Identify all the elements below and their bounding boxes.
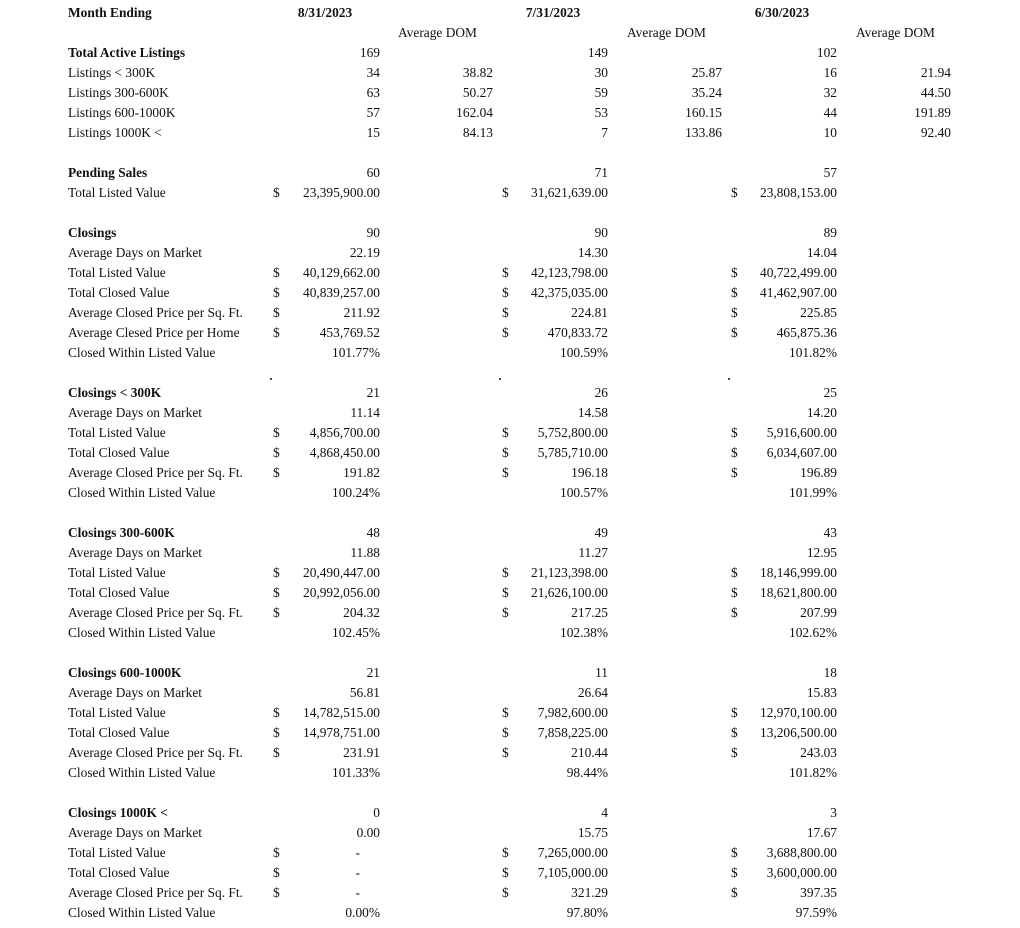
row-value: 101.99%	[789, 485, 837, 500]
currency-sign: $	[502, 325, 509, 340]
row-value: 23,395,900.00	[303, 185, 380, 200]
currency-sign: $	[273, 605, 280, 620]
row-value: 97.59%	[795, 905, 837, 920]
row-value: 15.83	[806, 685, 837, 700]
currency-sign: $	[502, 265, 509, 280]
listing-count: 63	[366, 85, 380, 100]
row-value: 102.38%	[560, 625, 608, 640]
row-value: 101.77%	[332, 345, 380, 360]
row-value: 23,808,153.00	[760, 185, 837, 200]
currency-sign: $	[731, 305, 738, 320]
currency-sign: $	[273, 705, 280, 720]
row-value: 224.81	[571, 305, 608, 320]
active-listings-total: 102	[816, 45, 837, 60]
closings-count: 25	[823, 385, 837, 400]
row-value: 7,982,600.00	[537, 705, 608, 720]
average-dom-value: 191.89	[914, 105, 951, 120]
row-label: Average Closed Price per Sq. Ft.	[68, 465, 243, 480]
row-value: 14.30	[577, 245, 608, 260]
separator-tick	[270, 378, 272, 380]
pending-total: 57	[823, 165, 837, 180]
row-value: 231.91	[343, 745, 380, 760]
row-value: 18,146,999.00	[760, 565, 837, 580]
row-value: 207.99	[800, 605, 837, 620]
currency-sign: $	[273, 325, 280, 340]
row-value: 56.81	[349, 685, 380, 700]
currency-sign: $	[502, 605, 509, 620]
row-value: 22.19	[349, 245, 380, 260]
row-value: 5,785,710.00	[537, 445, 608, 460]
row-value: 14,978,751.00	[303, 725, 380, 740]
row-value: 7,858,225.00	[537, 725, 608, 740]
row-label: Average Clesed Price per Home	[68, 325, 240, 340]
row-value: 100.57%	[560, 485, 608, 500]
currency-sign: $	[731, 705, 738, 720]
period-header-1: 8/31/2023	[297, 5, 353, 20]
currency-sign: $	[502, 445, 509, 460]
currency-sign: $	[731, 565, 738, 580]
row-value: 101.33%	[332, 765, 380, 780]
row-label: Closed Within Listed Value	[68, 765, 216, 780]
section-title-pending-sales: Pending Sales	[68, 165, 148, 180]
row-value: -	[355, 865, 360, 880]
row-value: 465,875.36	[776, 325, 837, 340]
row-value: 3,688,800.00	[766, 845, 837, 860]
row-value: 26.64	[577, 685, 608, 700]
currency-sign: $	[731, 745, 738, 760]
row-value: 100.59%	[560, 345, 608, 360]
row-value: 17.67	[806, 825, 837, 840]
closings-count: 18	[823, 665, 837, 680]
row-value: 0.00	[356, 825, 380, 840]
listing-count: 59	[594, 85, 608, 100]
currency-sign: $	[731, 885, 738, 900]
listing-count: 53	[594, 105, 608, 120]
row-value: 211.92	[343, 305, 380, 320]
currency-sign: $	[502, 705, 509, 720]
row-label: Total Listed Value	[68, 705, 166, 720]
row-value: 102.62%	[789, 625, 837, 640]
row-value: 15.75	[577, 825, 608, 840]
currency-sign: $	[502, 845, 509, 860]
row-value: 191.82	[343, 465, 380, 480]
row-value: 14.20	[806, 405, 837, 420]
section-title-closings: Closings < 300K	[68, 385, 162, 400]
row-value: -	[355, 845, 360, 860]
currency-sign: $	[273, 425, 280, 440]
dom-header-3: Average DOM	[856, 25, 935, 40]
currency-sign: $	[273, 745, 280, 760]
row-label: Total Closed Value	[68, 725, 170, 740]
row-value: 470,833.72	[547, 325, 608, 340]
row-value: 204.32	[343, 605, 380, 620]
row-value: 7,265,000.00	[537, 845, 608, 860]
currency-sign: $	[273, 885, 280, 900]
row-label: Listings 300-600K	[68, 85, 169, 100]
currency-sign: $	[273, 565, 280, 580]
currency-sign: $	[502, 885, 509, 900]
currency-sign: $	[273, 305, 280, 320]
row-value: 3,600,000.00	[766, 865, 837, 880]
row-label: Average Days on Market	[68, 245, 202, 260]
row-value: 225.85	[800, 305, 837, 320]
currency-sign: $	[502, 725, 509, 740]
separator-tick	[728, 378, 730, 380]
row-value: 4,868,450.00	[309, 445, 380, 460]
average-dom-value: 21.94	[920, 65, 951, 80]
closings-count: 90	[366, 225, 380, 240]
row-label: Closed Within Listed Value	[68, 485, 216, 500]
currency-sign: $	[502, 465, 509, 480]
currency-sign: $	[731, 725, 738, 740]
listing-count: 34	[366, 65, 380, 80]
currency-sign: $	[731, 285, 738, 300]
row-label: Total Closed Value	[68, 445, 170, 460]
row-value: 14,782,515.00	[303, 705, 380, 720]
row-value: 18,621,800.00	[760, 585, 837, 600]
closings-count: 21	[366, 665, 380, 680]
currency-sign: $	[502, 185, 509, 200]
row-value: 5,752,800.00	[537, 425, 608, 440]
row-value: 196.18	[571, 465, 608, 480]
currency-sign: $	[273, 185, 280, 200]
row-value: 321.29	[571, 885, 608, 900]
average-dom-value: 35.24	[691, 85, 722, 100]
row-value: 453,769.52	[319, 325, 380, 340]
row-value: 97.80%	[566, 905, 608, 920]
row-value: 40,722,499.00	[760, 265, 837, 280]
row-label: Total Listed Value	[68, 425, 166, 440]
closings-count: 89	[823, 225, 837, 240]
row-label: Average Closed Price per Sq. Ft.	[68, 885, 243, 900]
row-value: 0.00%	[345, 905, 380, 920]
closings-count: 0	[373, 805, 380, 820]
row-label: Average Days on Market	[68, 545, 202, 560]
row-label: Average Closed Price per Sq. Ft.	[68, 305, 243, 320]
row-value: 21,123,398.00	[531, 565, 608, 580]
row-value: 11.27	[578, 545, 608, 560]
row-value: 210.44	[571, 745, 608, 760]
month-ending-label: Month Ending	[68, 5, 152, 20]
row-value: 14.58	[577, 405, 608, 420]
currency-sign: $	[731, 465, 738, 480]
average-dom-value: 160.15	[685, 105, 722, 120]
row-value: 101.82%	[789, 765, 837, 780]
row-label: Average Closed Price per Sq. Ft.	[68, 745, 243, 760]
row-value: 12,970,100.00	[760, 705, 837, 720]
section-title-active-listings: Total Active Listings	[68, 45, 186, 60]
row-label: Listings 600-1000K	[68, 105, 176, 120]
row-value: 217.25	[571, 605, 608, 620]
listing-count: 30	[594, 65, 608, 80]
average-dom-value: 50.27	[462, 85, 493, 100]
currency-sign: $	[731, 265, 738, 280]
row-value: 397.35	[800, 885, 837, 900]
section-title-closings: Closings 300-600K	[68, 525, 175, 540]
row-label: Closed Within Listed Value	[68, 905, 216, 920]
listing-count: 32	[823, 85, 837, 100]
closings-count: 3	[830, 805, 837, 820]
currency-sign: $	[502, 745, 509, 760]
row-value: 40,839,257.00	[303, 285, 380, 300]
average-dom-value: 44.50	[920, 85, 951, 100]
row-value: 11.88	[350, 545, 380, 560]
row-value: 4,856,700.00	[309, 425, 380, 440]
listing-count: 44	[823, 105, 837, 120]
listing-count: 15	[366, 125, 380, 140]
row-label: Total Closed Value	[68, 865, 170, 880]
currency-sign: $	[273, 465, 280, 480]
row-label: Average Days on Market	[68, 825, 202, 840]
row-value: 98.44%	[566, 765, 608, 780]
average-dom-value: 25.87	[691, 65, 722, 80]
listing-count: 57	[366, 105, 380, 120]
period-header-2: 7/31/2023	[525, 5, 581, 20]
row-label: Total Listed Value	[68, 845, 166, 860]
closings-count: 11	[595, 665, 608, 680]
row-label: Total Closed Value	[68, 285, 170, 300]
currency-sign: $	[731, 865, 738, 880]
row-value: 11.14	[350, 405, 380, 420]
closings-count: 43	[823, 525, 837, 540]
listing-count: 16	[823, 65, 837, 80]
row-value: 13,206,500.00	[760, 725, 837, 740]
separator-tick	[499, 378, 501, 380]
currency-sign: $	[273, 445, 280, 460]
currency-sign: $	[273, 845, 280, 860]
closings-count: 4	[601, 805, 608, 820]
currency-sign: $	[502, 425, 509, 440]
dom-header-1: Average DOM	[398, 25, 477, 40]
currency-sign: $	[273, 585, 280, 600]
row-value: 6,034,607.00	[766, 445, 837, 460]
dom-header-2: Average DOM	[627, 25, 706, 40]
row-label: Closed Within Listed Value	[68, 625, 216, 640]
currency-sign: $	[273, 285, 280, 300]
currency-sign: $	[731, 585, 738, 600]
row-value: 31,621,639.00	[531, 185, 608, 200]
pending-total: 60	[366, 165, 380, 180]
currency-sign: $	[273, 865, 280, 880]
row-value: 21,626,100.00	[531, 585, 608, 600]
closings-count: 21	[366, 385, 380, 400]
row-value: 40,129,662.00	[303, 265, 380, 280]
row-label: Total Listed Value	[68, 565, 166, 580]
row-value: 7,105,000.00	[537, 865, 608, 880]
row-value: 100.24%	[332, 485, 380, 500]
currency-sign: $	[731, 605, 738, 620]
listing-count: 10	[823, 125, 837, 140]
active-listings-total: 149	[587, 45, 608, 60]
currency-sign: $	[502, 285, 509, 300]
closings-count: 48	[366, 525, 380, 540]
currency-sign: $	[502, 585, 509, 600]
closings-count: 90	[594, 225, 608, 240]
row-value: 196.89	[800, 465, 837, 480]
row-label: Average Closed Price per Sq. Ft.	[68, 605, 243, 620]
currency-sign: $	[731, 445, 738, 460]
row-label: Total Listed Value	[68, 185, 166, 200]
currency-sign: $	[502, 305, 509, 320]
currency-sign: $	[273, 725, 280, 740]
section-title-closings: Closings	[68, 225, 117, 240]
row-value: 243.03	[800, 745, 837, 760]
average-dom-value: 162.04	[456, 105, 493, 120]
row-value: 5,916,600.00	[766, 425, 837, 440]
row-label: Total Closed Value	[68, 585, 170, 600]
row-label: Average Days on Market	[68, 685, 202, 700]
row-value: 101.82%	[789, 345, 837, 360]
period-header-3: 6/30/2023	[754, 5, 810, 20]
currency-sign: $	[731, 845, 738, 860]
closings-count: 49	[594, 525, 608, 540]
row-value: 42,375,035.00	[531, 285, 608, 300]
row-value: 102.45%	[332, 625, 380, 640]
average-dom-value: 38.82	[462, 65, 493, 80]
row-value: 12.95	[806, 545, 837, 560]
row-value: 42,123,798.00	[531, 265, 608, 280]
currency-sign: $	[502, 865, 509, 880]
currency-sign: $	[502, 565, 509, 580]
row-label: Total Listed Value	[68, 265, 166, 280]
row-label: Listings < 300K	[68, 65, 156, 80]
row-value: 20,490,447.00	[303, 565, 380, 580]
row-label: Listings 1000K <	[68, 125, 162, 140]
row-value: 14.04	[806, 245, 837, 260]
row-label: Average Days on Market	[68, 405, 202, 420]
section-title-closings: Closings 600-1000K	[68, 665, 182, 680]
currency-sign: $	[731, 185, 738, 200]
currency-sign: $	[731, 325, 738, 340]
average-dom-value: 133.86	[685, 125, 722, 140]
currency-sign: $	[273, 265, 280, 280]
row-value: -	[355, 885, 360, 900]
listing-count: 7	[601, 125, 608, 140]
average-dom-value: 92.40	[920, 125, 951, 140]
average-dom-value: 84.13	[462, 125, 493, 140]
row-label: Closed Within Listed Value	[68, 345, 216, 360]
section-title-closings: Closings 1000K <	[68, 805, 168, 820]
currency-sign: $	[731, 425, 738, 440]
pending-total: 71	[594, 165, 608, 180]
closings-count: 26	[594, 385, 608, 400]
row-value: 41,462,907.00	[760, 285, 837, 300]
row-value: 20,992,056.00	[303, 585, 380, 600]
active-listings-total: 169	[359, 45, 380, 60]
